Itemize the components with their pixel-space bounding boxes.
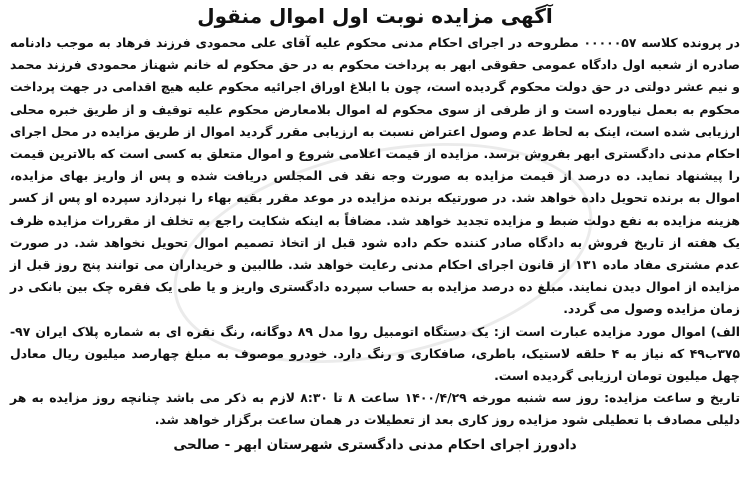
property-label: الف) اموال مورد مزایده	[592, 323, 740, 339]
datetime-text: روز سه شنبه مورخه ۱۴۰۰/۴/۲۹ ساعت ۸ تا ۸:۳۰ لازم به ذکر می باشد چنانچه روز مزایده به هر دلیلی مصادف با تعطیلی شود مزایده روز کاری بعد از تعطیلات در همان ساعت برگزار خواهد شد.	[10, 390, 740, 428]
datetime-label: تاریخ و ساعت مزایده:	[604, 390, 740, 406]
datetime-section	[10, 387, 740, 431]
notice-body: در پرونده کلاسه ۰۰۰۰۰۵۷ مطروحه در اجرای احکام مدنی محکوم علیه آقای علی محمودی فرزند فرهاد به موجب دادنامه صادره از شعبه اول دادگاه عمومی حقوقی ابهر به پرداخت محکوم به در حق محکوم له خانم شهناز محمودی فرزند محمد و نیم عشر دولتی در حق دولت محکوم گردیده است، چون با ابلاغ اوراق اجرائیه محکوم علیه هیچ اقدامی در جهت پرداخت محکوم به بعمل نیاورده است و از طرفی از سوی محکوم له اموال بلامعارض محکوم علیه توقیف و از طریق خبره محلی ارزیابی شده است، اینک به لحاظ عدم وصول اعتراض نسبت به ارزیابی مقرر گردید اموال از طریق مزایده در محل اجرای احکام مدنی دادگستری ابهر بفروش برسد. مزایده از قیمت اعلامی شروع و اموال متعلق به کسی است که بالاترین قیمت را پیشنهاد نماید. ده درصد از قیمت مزایده به صورت وجه نقد فی المجلس دریافت شده و پس از واریز بهای مزایده، اموال به برنده تحویل داده خواهد شد. در صورتیکه برنده مزایده در موعد مقرر بقیه بهاء را نپردازد سپرده او پس از کسر هزینه مزایده به نفع دولت ضبط و مزایده تجدید خواهد شد. مضافاً به اینکه شکایت راجع به تخلف از مقررات مزایده ظرف یک هفته از تاریخ فروش به دادگاه صادر کننده حکم داده شود قبل از اتخاذ تصمیم اموال تحویل نخواهد شد. در صورت عدم مشتری مفاد ماده ۱۳۱ از قانون اجرای احکام مدنی رعایت خواهد شد. طالبین و خریداران می توانند پنج روز قبل از مزایده از اموال دیدن نمایند. مبلغ ده درصد مزایده به حساب سپرده دادگستری واریز و یا طی یک فقره چک بین بانکی در زمان مزایده وصول می گردد.	[10, 35, 741, 317]
property-text: عبارت است از: یک دستگاه اتومبیل روا مدل ۸۹ دوگانه، رنگ نقره ای به شماره پلاک ایران ۹۷- ۳۷۵ب۴۹ که نیاز به ۴ حلقه لاستیک، باطری، صافکاری و رنگ دارد. خودرو موصوف به مبلغ چهارصد میلیون ریال معادل چهل میلیون تومان ارزیابی گردیده است.	[10, 323, 741, 384]
property-section	[10, 321, 740, 388]
signature: دادورز اجرای احکام مدنی دادگستری شهرستان ابهر - صالحی	[173, 436, 577, 453]
notice-title: آگهی مزایده نوبت اول اموال منقول	[197, 4, 553, 28]
